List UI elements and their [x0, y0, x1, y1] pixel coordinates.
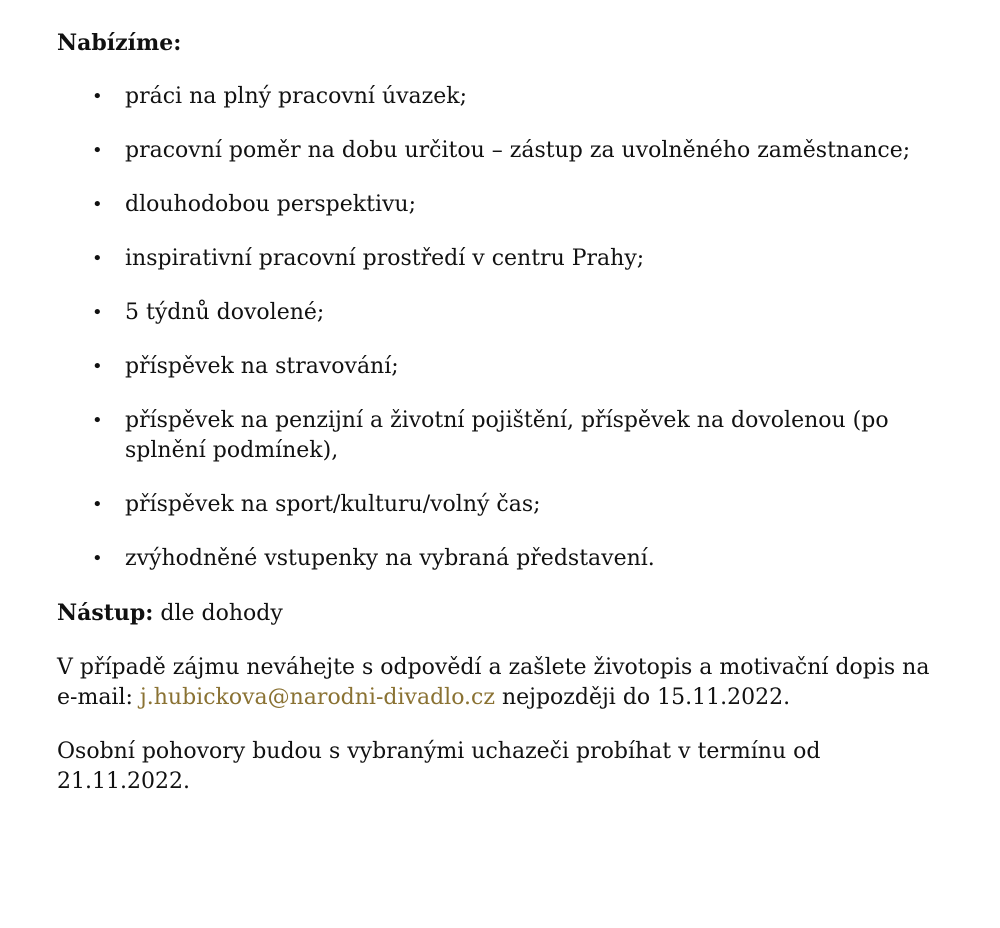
benefit-item — [57, 136, 937, 166]
bullet-icon: • — [92, 194, 103, 215]
start-paragraph — [57, 598, 937, 629]
benefit-text: zvýhodněné vstupenky na vybraná představení. — [125, 546, 655, 571]
bullet-icon: • — [92, 86, 103, 107]
contact-text: V případě zájmu neváhejte s odpovědí a zašlete životopis a motivační dopis na e-mail: — [57, 655, 930, 710]
job-offer-document — [57, 28, 937, 821]
bullet-icon: • — [92, 140, 103, 161]
bullet-icon: • — [92, 494, 103, 515]
benefit-item — [57, 298, 937, 328]
benefit-text: pracovní poměr na dobu určitou – zástup za uvolněného zaměstnance; — [125, 138, 911, 163]
interviews-paragraph: Osobní pohovory budou s vybranými uchazeči probíhat v termínu od 21.11.2022. — [57, 739, 821, 794]
contact-paragraph — [57, 653, 937, 713]
bullet-icon: • — [92, 548, 103, 569]
benefit-text: dlouhodobou perspektivu; — [125, 192, 416, 217]
benefit-text: příspěvek na penzijní a životní pojištění, příspěvek na dovolenou (po splnění podmínek), — [125, 408, 889, 463]
benefit-text: příspěvek na stravování; — [125, 354, 399, 379]
start-value: dle dohody — [160, 601, 283, 626]
deadline-text: nejpozději do 15.11.2022. — [494, 685, 791, 710]
benefit-item — [57, 544, 937, 574]
offers-heading: Nabízíme: — [57, 30, 182, 56]
benefit-text: inspirativní pracovní prostředí v centru Prahy; — [125, 246, 645, 271]
benefit-text: práci na plný pracovní úvazek; — [125, 84, 468, 109]
benefit-item — [57, 82, 937, 112]
bullet-icon: • — [92, 356, 103, 377]
benefit-item — [57, 406, 937, 466]
bullet-icon: • — [92, 410, 103, 431]
start-label: Nástup: — [57, 600, 154, 626]
benefit-item — [57, 244, 937, 274]
benefit-item — [57, 490, 937, 520]
bullet-icon: • — [92, 302, 103, 323]
benefit-item — [57, 352, 937, 382]
benefit-text: příspěvek na sport/kulturu/volný čas; — [125, 492, 541, 517]
benefits-list — [57, 82, 937, 574]
benefit-text: 5 týdnů dovolené; — [125, 300, 325, 325]
email-link[interactable]: j.hubickova@narodni-divadlo.cz — [139, 685, 495, 710]
benefit-item — [57, 190, 937, 220]
bullet-icon: • — [92, 248, 103, 269]
